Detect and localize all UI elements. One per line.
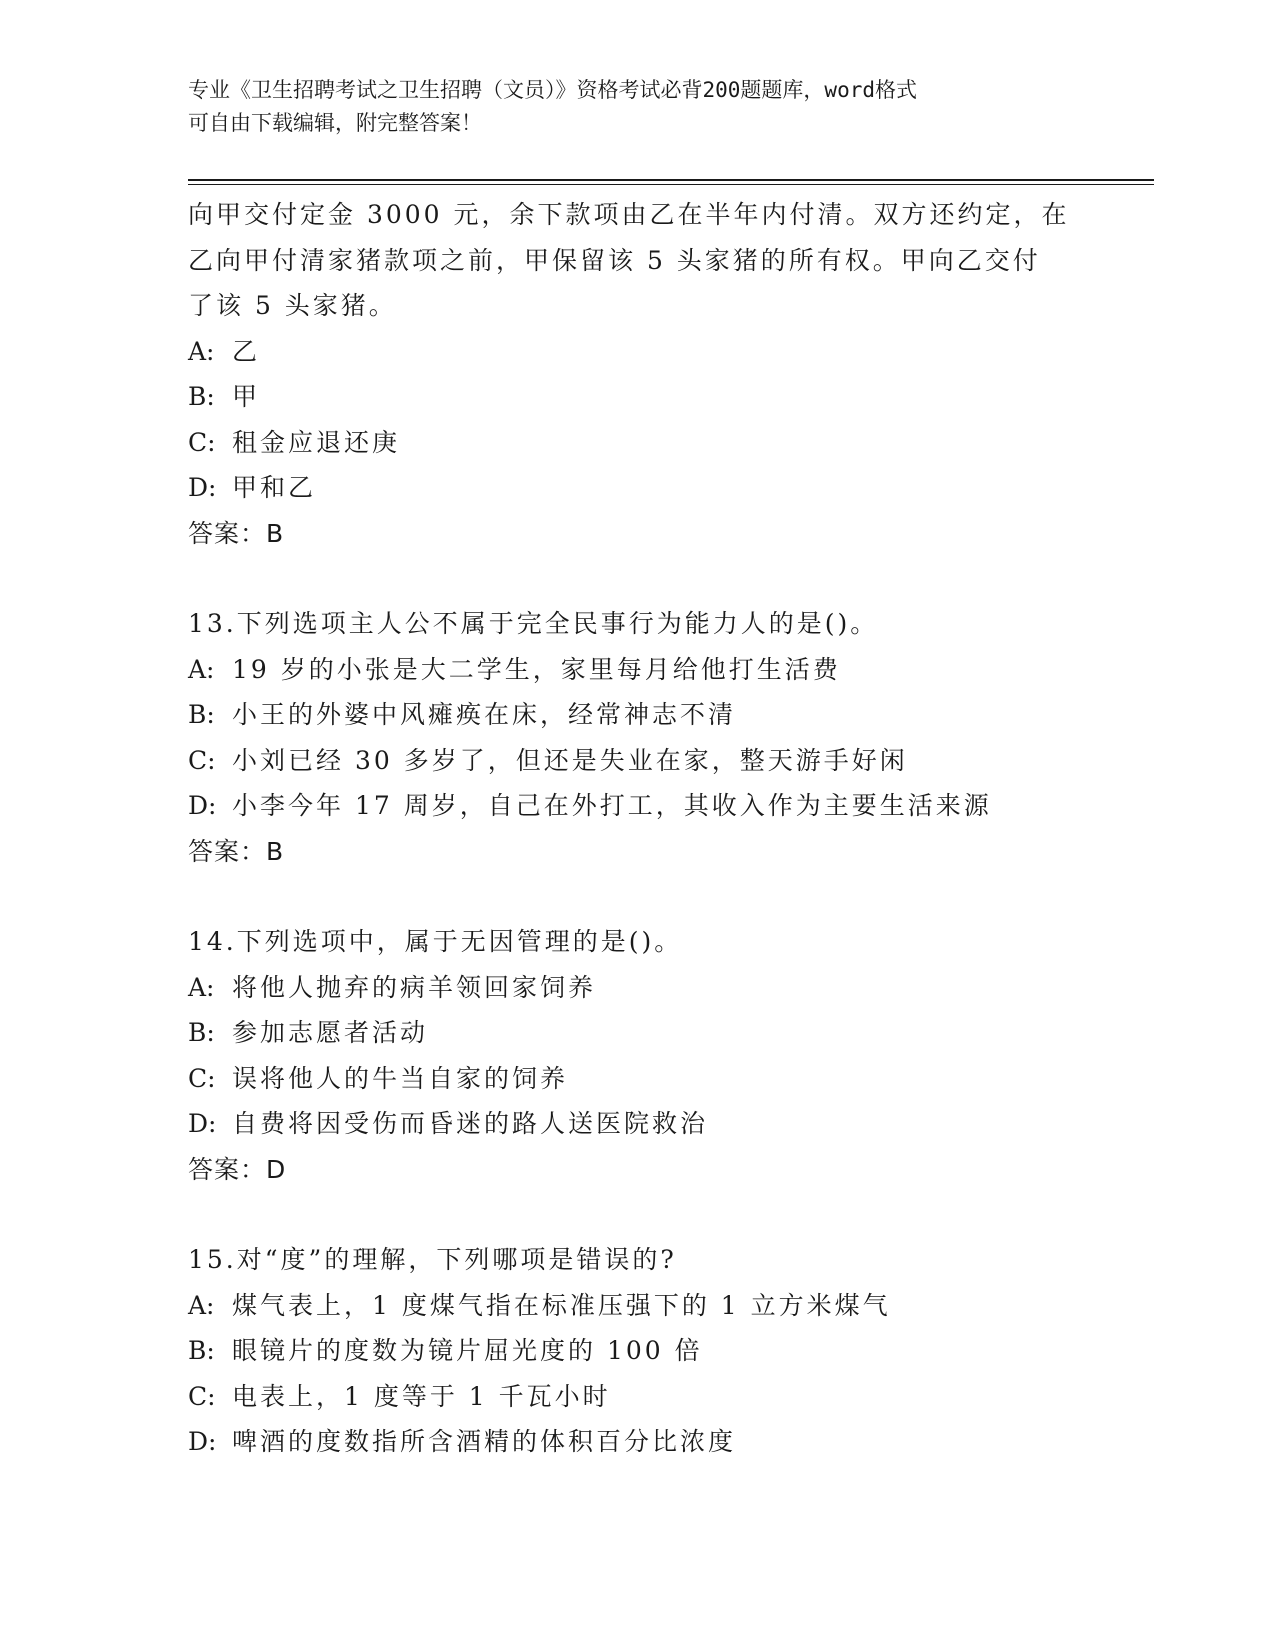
question-spacer	[188, 874, 1088, 919]
option-c: C: 小刘已经 30 多岁了，但还是失业在家，整天游手好闲	[188, 745, 908, 775]
answer-label: 答案：B	[188, 836, 285, 866]
option-d: D: 小李今年 17 周岁，自己在外打工，其收入作为主要生活来源	[188, 791, 992, 820]
header-divider	[188, 179, 1154, 185]
option-a: A: 煤气表上，1 度煤气指在标准压强下的 1 立方米煤气	[188, 1290, 891, 1320]
header-title-line-2: 可自由下载编辑，附完整答案！	[188, 111, 482, 135]
question-stem-line: 乙向甲付清家猪款项之前，甲保留该 5 头家猪的所有权。甲向乙交付	[188, 245, 1041, 275]
option-a: A: 乙	[188, 336, 261, 366]
question-spacer	[188, 556, 1088, 601]
option-d: D: 自费将因受伤而昏迷的路人送医院救治	[188, 1109, 709, 1138]
question-spacer	[188, 1192, 1088, 1237]
question-stem: 14.下列选项中，属于无因管理的是()。	[188, 927, 683, 956]
question-stem: 13.下列选项主人公不属于完全民事行为能力人的是()。	[188, 609, 879, 638]
question-13	[188, 601, 1088, 874]
answer-label: 答案：D	[188, 1154, 287, 1184]
header-title-line-1: 专业《卫生招聘考试之卫生招聘（文员）》资格考试必背200题题库，word格式	[188, 78, 917, 102]
question-15	[188, 1237, 1088, 1465]
option-d: D: 甲和乙	[188, 473, 317, 502]
question-stem: 15.对“度”的理解，下列哪项是错误的?	[188, 1245, 677, 1274]
option-a: A: 将他人抛弃的病羊领回家饲养	[188, 972, 597, 1002]
option-c: C: 租金应退还庚	[188, 427, 401, 457]
question-12	[188, 192, 1088, 556]
option-b: B: 甲	[188, 382, 261, 411]
answer-label: 答案：B	[188, 518, 285, 548]
question-content	[188, 192, 1088, 1465]
option-b: B: 小王的外婆中风瘫痪在床，经常神志不清	[188, 700, 737, 729]
question-stem-line: 了该 5 头家猪。	[188, 291, 397, 320]
option-a: A: 19 岁的小张是大二学生，家里每月给他打生活费	[188, 654, 841, 684]
question-14	[188, 919, 1088, 1192]
page-header	[188, 74, 1088, 140]
option-b: B: 眼镜片的度数为镜片屈光度的 100 倍	[188, 1336, 703, 1365]
question-stem-line: 向甲交付定金 3000 元，余下款项由乙在半年内付清。双方还约定，在	[188, 200, 1070, 229]
option-b: B: 参加志愿者活动	[188, 1018, 429, 1047]
option-c: C: 误将他人的牛当自家的饲养	[188, 1063, 569, 1093]
option-c: C: 电表上，1 度等于 1 千瓦小时	[188, 1381, 611, 1411]
option-d: D: 啤酒的度数指所含酒精的体积百分比浓度	[188, 1427, 737, 1456]
